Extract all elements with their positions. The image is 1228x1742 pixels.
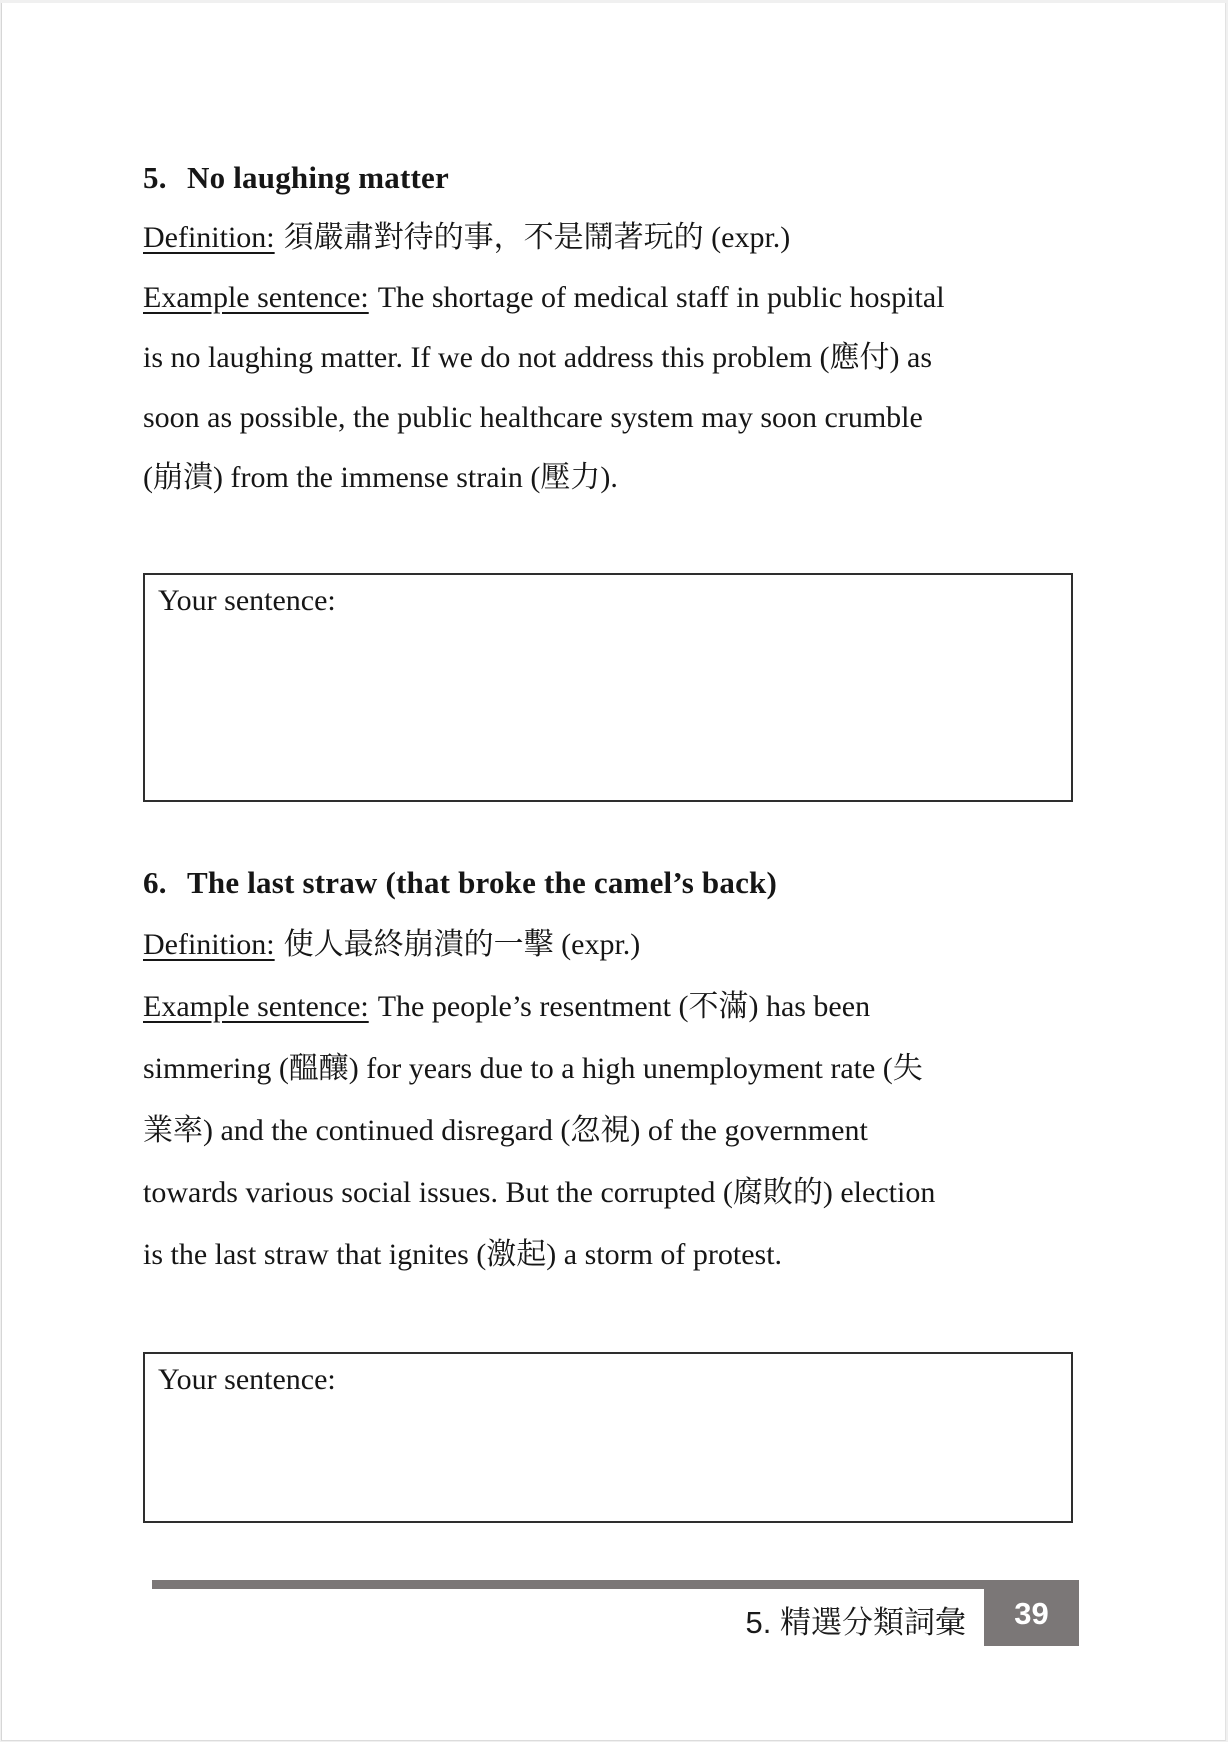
example-line: towards various social issues. But the corrupted (腐敗的) election	[143, 1176, 936, 1209]
your-sentence-box	[143, 573, 1073, 802]
your-sentence-label: Your sentence:	[158, 584, 336, 617]
example-line: is the last straw that ignites (激起) a storm of protest.	[143, 1238, 783, 1271]
example-line	[143, 989, 1103, 1024]
entry-heading	[143, 865, 1103, 902]
definition-label: Definition:	[143, 928, 275, 961]
your-sentence-box	[143, 1352, 1073, 1523]
example-line: 業率) and the continued disregard (忽視) of the government	[143, 1114, 868, 1147]
example-label: Example sentence:	[143, 281, 369, 314]
entry-heading	[143, 160, 1103, 197]
example-text: The people’s resentment (不滿) has been	[377, 990, 871, 1023]
definition-text: 須嚴肅對待的事，不是鬧著玩的 (expr.)	[283, 221, 791, 254]
example-label: Example sentence:	[143, 990, 369, 1023]
definition-line	[143, 220, 1103, 255]
example-text: The shortage of medical staff in public hospital	[377, 281, 945, 314]
entry-title: The last straw (that broke the camel’s back)	[187, 865, 777, 900]
example-line: (崩潰) from the immense strain (壓力).	[143, 461, 618, 494]
definition-label: Definition:	[143, 221, 275, 254]
example-line: simmering (醞釀) for years due to a high unemployment rate (失	[143, 1052, 923, 1085]
example-line	[143, 280, 1103, 315]
entry-number: 5.	[143, 160, 167, 195]
example-line: is no laughing matter. If we do not address this problem (應付) as	[143, 341, 933, 374]
example-line: soon as possible, the public healthcare system may soon crumble	[143, 401, 923, 434]
entry-title: No laughing matter	[187, 160, 449, 195]
footer-rule	[152, 1580, 1079, 1589]
definition-text: 使人最終崩潰的一擊 (expr.)	[283, 928, 641, 961]
your-sentence-label: Your sentence:	[158, 1363, 336, 1396]
page-number: 39	[1014, 1596, 1049, 1631]
page-number-badge	[984, 1582, 1079, 1646]
entry-number: 6.	[143, 865, 167, 900]
definition-line	[143, 927, 1103, 962]
chapter-label: 5. 精選分類詞彙	[745, 1605, 966, 1640]
